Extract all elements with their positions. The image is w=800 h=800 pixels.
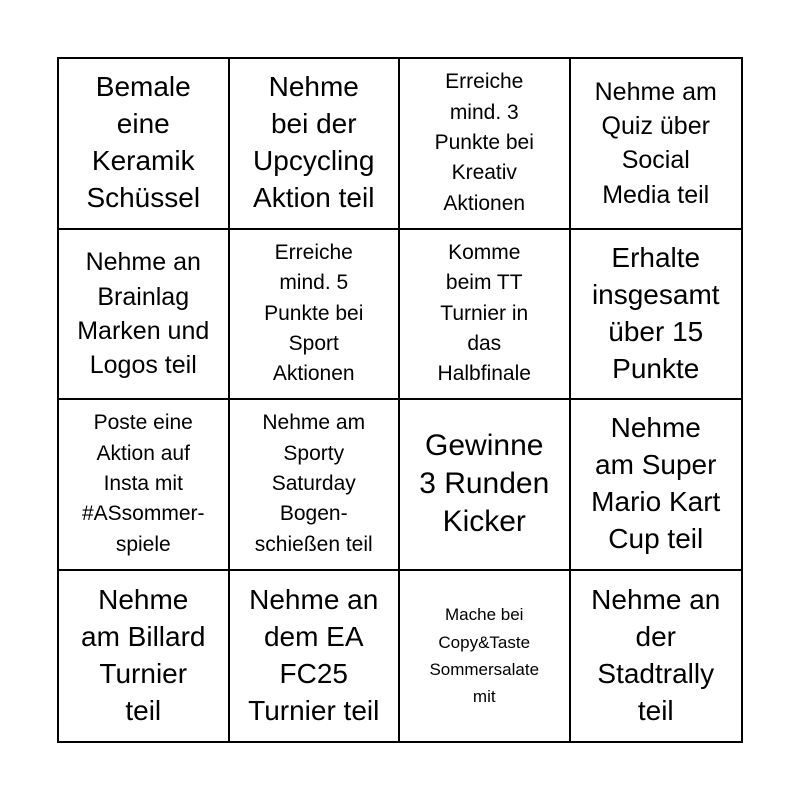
bingo-cell-r1c1[interactable] xyxy=(59,59,230,230)
bingo-cell-text: Erreiche mind. 5 Punkte bei Sport Aktionen xyxy=(264,240,364,386)
bingo-cell-r4c4[interactable] xyxy=(571,571,742,742)
bingo-cell-text: Nehme am Billard Turnier teil xyxy=(81,583,206,726)
bingo-cell-text: Nehme bei der Upcycling Aktion teil xyxy=(253,71,375,214)
bingo-cell-r1c2[interactable] xyxy=(230,59,401,230)
bingo-cell-text: Poste eine Aktion auf Insta mit #ASsommer- spiele xyxy=(81,411,205,556)
bingo-cell-text: Nehme am Sporty Saturday Bogen- schießen teil xyxy=(254,411,373,556)
bingo-cell-r4c1[interactable] xyxy=(59,571,230,742)
bingo-cell-r2c1[interactable] xyxy=(59,230,230,401)
bingo-cell-text: Mache bei Copy&Taste Sommersalate mit xyxy=(429,605,540,706)
bingo-cell-text: Komme beim TT Turnier in das Halbfinale xyxy=(437,240,531,386)
bingo-cell-r3c4[interactable] xyxy=(571,400,742,571)
bingo-cell-text: Bemale eine Keramik Schüssel xyxy=(86,71,201,214)
bingo-board xyxy=(57,57,743,743)
bingo-cell-text: Nehme am Quiz über Social Media teil xyxy=(594,77,717,209)
bingo-cell-text: Erreiche mind. 3 Punkte bei Kreativ Aktionen xyxy=(434,70,534,215)
bingo-cell-text: Nehme an dem EA FC25 Turnier teil xyxy=(248,583,380,726)
bingo-cell-text: Erhalte insgesamt über 15 Punkte xyxy=(591,241,720,384)
bingo-cell-r4c2[interactable] xyxy=(230,571,401,742)
bingo-cell-r3c1[interactable] xyxy=(59,400,230,571)
bingo-cell-r2c3[interactable] xyxy=(400,230,571,401)
bingo-cell-text: Nehme an der Stadtrally teil xyxy=(591,583,721,726)
bingo-cell-r3c2[interactable] xyxy=(230,400,401,571)
bingo-cell-r3c3[interactable] xyxy=(400,400,571,571)
bingo-cell-r1c3[interactable] xyxy=(400,59,571,230)
bingo-cell-r2c4[interactable] xyxy=(571,230,742,401)
bingo-cell-text: Nehme an Brainlag Marken und Logos teil xyxy=(77,248,210,379)
bingo-cell-r1c4[interactable] xyxy=(571,59,742,230)
bingo-cell-r4c3[interactable] xyxy=(400,571,571,742)
bingo-cell-text: Gewinne 3 Runden Kicker xyxy=(419,429,550,539)
bingo-cell-r2c2[interactable] xyxy=(230,230,401,401)
bingo-cell-text: Nehme am Super Mario Kart Cup teil xyxy=(591,412,721,555)
